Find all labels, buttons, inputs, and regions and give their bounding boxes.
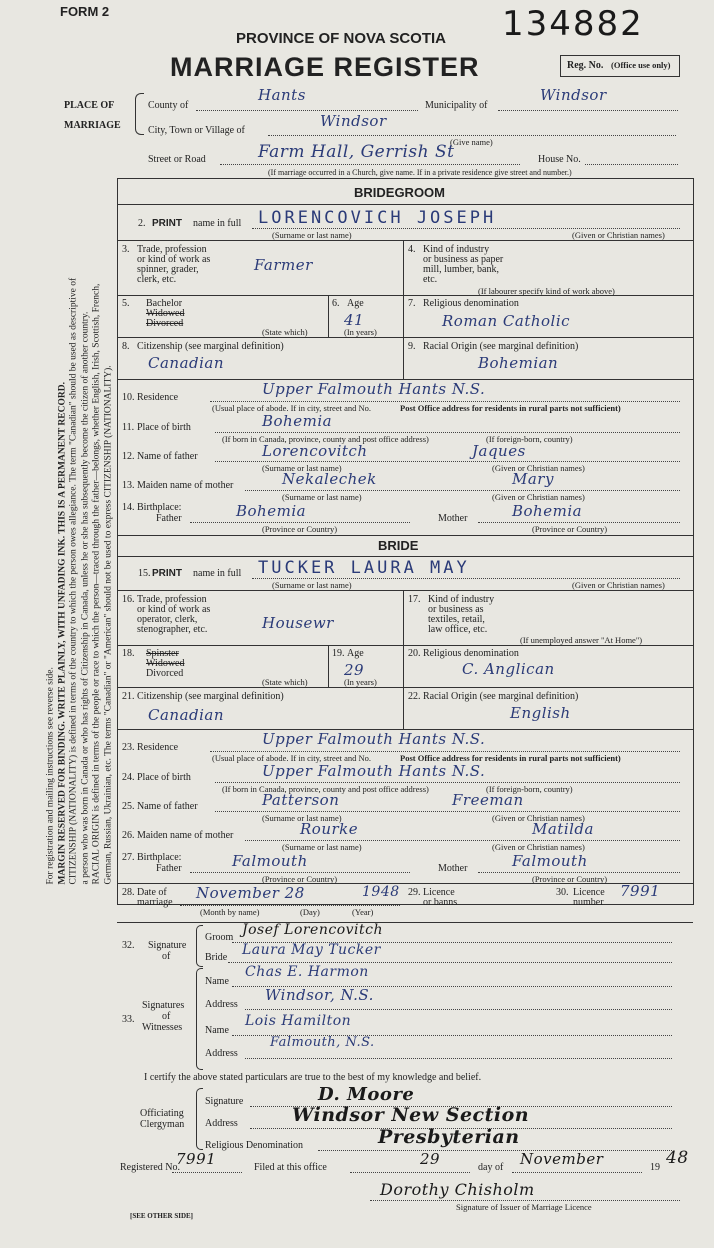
bride-age: 29: [344, 661, 365, 679]
f4-l2: or business as paper: [423, 254, 504, 265]
see-other-side: [SEE OTHER SIDE]: [130, 1212, 194, 1220]
county-label: County of: [148, 100, 189, 111]
f17-l2: or business as: [428, 604, 484, 615]
f13-num: 13.: [122, 480, 135, 491]
f17-num: 17.: [408, 594, 421, 605]
reg-no-box: [560, 55, 680, 77]
reg-no-label: Reg. No.: [567, 60, 604, 71]
filed-year: 48: [666, 1148, 689, 1168]
f11-sub2: (If foreign-born, country): [486, 434, 573, 444]
f4-l3: mill, lumber, bank,: [423, 264, 499, 275]
groom-signature: Josef Lorencovitch: [242, 922, 384, 938]
groom-mother-surname: Nekalechek: [282, 470, 377, 488]
bride-father-birthplace: Falmouth: [232, 852, 308, 870]
f25-sub1: (Surname or last name): [262, 813, 342, 823]
bride-birthplace: Upper Falmouth Hants N.S.: [262, 762, 486, 780]
f25-num: 25.: [122, 801, 135, 812]
municipality-value: Windsor: [540, 86, 607, 104]
clergy-label-1: Officiating: [140, 1108, 184, 1119]
f9-num: 9.: [408, 341, 416, 352]
f12-num: 12.: [122, 451, 135, 462]
f13-sub2: (Given or Christian names): [492, 492, 585, 502]
city-value: Windsor: [320, 112, 387, 130]
f28-num: 28.: [122, 887, 135, 898]
clergy-religion-label: Religious Denomination: [205, 1140, 304, 1151]
groom-father-surname: Lorencovitch: [262, 442, 368, 460]
f27-label: Birthplace:: [137, 852, 182, 863]
marriage-label: MARRIAGE: [64, 120, 121, 131]
bride-racial-origin: English: [510, 704, 571, 722]
f27-sub: (Province or Country): [262, 874, 338, 884]
f27-num: 27.: [122, 852, 135, 863]
witness1-address-label: Address: [205, 999, 238, 1010]
f17-note: (If unemployed answer "At Home"): [520, 635, 643, 645]
f24-label: Place of birth: [137, 772, 191, 783]
f27-father-label: Father: [156, 863, 182, 874]
f17-l3: textiles, retail,: [428, 614, 485, 625]
f12-sub2: (Given or Christian names): [492, 463, 585, 473]
f30-num: 30.: [556, 887, 569, 898]
clergy-sig-label: Signature: [205, 1096, 244, 1107]
f3-l1: Trade, profession: [137, 244, 207, 255]
province-title: PROVINCE OF NOVA SCOTIA: [236, 30, 447, 47]
f3-l3: spinner, grader,: [137, 264, 199, 275]
f23-label: Residence: [137, 742, 179, 753]
f29-l2: or banns: [423, 897, 458, 908]
margin-notes: [45, 277, 115, 885]
f30-l1: Licence: [573, 887, 605, 898]
street-label: Street or Road: [148, 154, 206, 165]
f21-label: Citizenship (see marginal definition): [137, 691, 284, 702]
bridegroom-heading: BRIDEGROOM: [354, 185, 445, 200]
margin-line-1: For registration and mailing instructions see reverse side.: [45, 667, 56, 885]
f10-num: 10.: [122, 392, 135, 403]
f28-sub3: (Year): [352, 907, 374, 917]
f17-l1: Kind of industry: [428, 594, 495, 605]
f4-l4: etc.: [423, 274, 438, 285]
groom-mother-given: Mary: [512, 470, 554, 488]
f28-l1: Date of: [137, 887, 167, 898]
f18-num: 18.: [122, 648, 135, 659]
f16-l3: operator, clerk,: [137, 614, 198, 625]
f5-sub: (State which): [262, 327, 308, 337]
f16-l4: stenographer, etc.: [137, 624, 208, 635]
witness1-name-label: Name: [205, 976, 229, 987]
witness1-address: Windsor, N.S.: [265, 986, 374, 1004]
bride-citizenship: Canadian: [148, 706, 225, 724]
bride-mother-birthplace: Falmouth: [512, 852, 588, 870]
f16-num: 16.: [122, 594, 135, 605]
witness2-name: Lois Hamilton: [245, 1013, 352, 1029]
issuer-label: Signature of Issuer of Marriage Licence: [456, 1202, 592, 1212]
clergy-religion: Presbyterian: [378, 1126, 520, 1148]
licence-number: 7991: [620, 882, 661, 900]
f26-num: 26.: [122, 830, 135, 841]
f15-sub2: (Given or Christian names): [572, 580, 665, 590]
f6-num: 6.: [332, 298, 340, 309]
f23-sub: (Usual place of abode. If in city, street and No.: [212, 753, 372, 763]
f32-l1: Signature: [148, 940, 187, 951]
bride-mother-given: Matilda: [532, 820, 594, 838]
place-note: (If marriage occurred in a Church, give name. If in a private residence give street and number.): [268, 168, 572, 177]
registered-label: Registered No.: [120, 1162, 180, 1173]
f28-sub1: (Month by name): [200, 907, 260, 917]
f14-label: Birthplace:: [137, 502, 182, 513]
registration-number: 134882: [502, 4, 644, 44]
f15-sub1: (Surname or last name): [272, 580, 352, 590]
f32-num: 32.: [122, 940, 135, 951]
f7-num: 7.: [408, 298, 416, 309]
f5-l1: Bachelor: [146, 298, 183, 309]
f24-sub: (If born in Canada, province, county and post office address): [222, 784, 429, 794]
f19-num: 19.: [332, 648, 345, 659]
groom-occupation: Farmer: [254, 256, 313, 274]
f4-l1: Kind of industry: [423, 244, 490, 255]
f33-num: 33.: [122, 1014, 135, 1025]
f11-label: Place of birth: [137, 422, 191, 433]
year-prefix: 19: [650, 1162, 660, 1173]
witness2-address-label: Address: [205, 1048, 238, 1059]
margin-line-6: German, Russian, Ukrainian, etc. The terms "Canadian" or "American" should not be used to express CITIZENSHIP (NATIONALITY).: [103, 365, 113, 885]
bride-name: TUCKER LAURA MAY: [258, 558, 470, 578]
f6-sub: (In years): [344, 327, 377, 337]
f12-label: Name of father: [137, 451, 198, 462]
f16-l1: Trade, profession: [137, 594, 207, 605]
f13-label: Maiden name of mother: [137, 480, 234, 491]
place-of-label: PLACE OF: [64, 100, 115, 111]
bride-father-given: Freeman: [452, 791, 524, 809]
f10-label: Residence: [137, 392, 179, 403]
groom-residence: Upper Falmouth Hants N.S.: [262, 380, 486, 398]
bride-mother-surname: Rourke: [300, 820, 359, 838]
f3-l4: clerk, etc.: [137, 274, 177, 285]
f22-label: Racial Origin (see marginal definition): [423, 691, 579, 702]
certification-statement: I certify the above stated particulars are true to the best of my knowledge and belief.: [144, 1072, 482, 1083]
f33-l2: of: [162, 1011, 171, 1022]
filed-day: 29: [420, 1150, 441, 1168]
f4-note: (If labourer specify kind of work above): [478, 286, 615, 296]
filed-month: November: [520, 1150, 604, 1168]
f2-sub2: (Given or Christian names): [572, 230, 665, 240]
margin-line-4: a person who was born in Canada or who has rights of Citizenship in Canada, unless he or she has subsequently become the citizen of another country.: [80, 311, 90, 885]
f13-sub1: (Surname or last name): [282, 492, 362, 502]
f3-num: 3.: [122, 244, 130, 255]
f17-l4: law office, etc.: [428, 624, 488, 635]
f4-num: 4.: [408, 244, 416, 255]
groom-age: 41: [344, 311, 365, 329]
f15-label2: name in full: [193, 568, 242, 579]
f5-l3: Divorced: [146, 318, 184, 329]
page-title: MARRIAGE REGISTER: [170, 52, 480, 82]
f23-sub2: Post Office address for residents in rural parts not sufficient): [400, 753, 621, 763]
f25-label: Name of father: [137, 801, 198, 812]
f27-sub2: (Province or Country): [532, 874, 608, 884]
f26-label: Maiden name of mother: [137, 830, 234, 841]
groom-sig-label: Groom: [205, 932, 234, 943]
f6-label: Age: [347, 298, 364, 309]
f16-l2: or kind of work as: [137, 604, 211, 615]
margin-line-3: CITIZENSHIP (NATIONALITY) is defined in terms of the country to which the person owes allegiance. The term "Canadian" should be used as descriptive of: [68, 277, 79, 885]
clergy-label-2: Clergyman: [140, 1119, 185, 1130]
bride-heading: BRIDE: [378, 538, 419, 553]
f18-l1: Spinster: [146, 648, 179, 659]
f14-father-label: Father: [156, 513, 182, 524]
f18-l2: Widowed: [146, 658, 185, 669]
filed-label: Filed at this office: [254, 1162, 327, 1173]
f2-label: PRINT: [152, 218, 182, 229]
municipality-label: Municipality of: [425, 100, 488, 111]
f33-l3: Witnesses: [142, 1022, 183, 1033]
margin-line-5: RACIAL ORIGIN is defined in terms of the people or race to which the person—traced through the father—belongs, whether English, Irish, Scottish, French,: [91, 283, 102, 885]
f18-l3: Divorced: [146, 668, 184, 679]
margin-line-2: MARGIN RESERVED FOR BINDING. WRITE PLAINLY, WITH UNFADING INK. THIS IS A PERMANENT RECORD.: [57, 382, 67, 885]
f2-sub1: (Surname or last name): [272, 230, 352, 240]
bride-religion: C. Anglican: [462, 660, 555, 678]
f29-num: 29.: [408, 887, 421, 898]
groom-citizenship: Canadian: [148, 354, 225, 372]
street-value: Farm Hall, Gerrish St: [258, 142, 455, 162]
f12-sub1: (Surname or last name): [262, 463, 342, 473]
f10-sub: (Usual place of abode. If in city, street and No.: [212, 403, 372, 413]
day-of-label: day of: [478, 1162, 504, 1173]
f27-mother-label: Mother: [438, 863, 468, 874]
witness1-name: Chas E. Harmon: [245, 964, 369, 980]
f24-sub2: (If foreign-born, country): [486, 784, 573, 794]
f30-l2: number: [573, 897, 604, 908]
f10-sub2: Post Office address for residents in rural parts not sufficient): [400, 403, 621, 413]
f29-l1: Licence: [423, 887, 455, 898]
f26-sub2: (Given or Christian names): [492, 842, 585, 852]
groom-birthplace: Bohemia: [262, 412, 333, 430]
f9-label: Racial Origin (see marginal definition): [423, 341, 579, 352]
f20-num: 20.: [408, 648, 421, 659]
f21-num: 21.: [122, 691, 135, 702]
bride-father-surname: Patterson: [262, 791, 340, 809]
f8-num: 8.: [122, 341, 130, 352]
groom-mother-birthplace: Bohemia: [512, 502, 583, 520]
marriage-year: 1948: [362, 884, 400, 900]
f18-sub: (State which): [262, 677, 308, 687]
registered-number: 7991: [176, 1150, 217, 1168]
groom-name: LORENCOVICH JOSEPH: [258, 208, 497, 228]
marriage-date: November 28: [196, 884, 305, 902]
f22-num: 22.: [408, 691, 421, 702]
f7-label: Religious denomination: [423, 298, 519, 309]
place-brace: [135, 93, 144, 135]
f5-l2: Widowed: [146, 308, 185, 319]
f2-label2: name in full: [193, 218, 242, 229]
f28-sub2: (Day): [300, 907, 320, 917]
f5-num: 5.: [122, 298, 130, 309]
f32-l2: of: [162, 951, 171, 962]
give-name-note: (Give name): [450, 137, 493, 147]
f3-l2: or kind of work as: [137, 254, 211, 265]
clergy-address-label: Address: [205, 1118, 238, 1129]
witness2-name-label: Name: [205, 1025, 229, 1036]
f14-sub2: (Province or Country): [532, 524, 608, 534]
f8-label: Citizenship (see marginal definition): [137, 341, 284, 352]
bride-signature: Laura May Tucker: [242, 942, 381, 958]
city-label: City, Town or Village of: [148, 125, 245, 136]
clergy-signature: D. Moore: [318, 1084, 415, 1105]
f26-sub1: (Surname or last name): [282, 842, 362, 852]
groom-father-birthplace: Bohemia: [236, 502, 307, 520]
f25-sub2: (Given or Christian names): [492, 813, 585, 823]
witness2-address: Falmouth, N.S.: [270, 1035, 375, 1050]
f24-num: 24.: [122, 772, 135, 783]
bride-occupation: Housewr: [262, 614, 334, 632]
f23-num: 23.: [122, 742, 135, 753]
groom-religion: Roman Catholic: [442, 312, 571, 330]
form-number: FORM 2: [60, 4, 110, 19]
f14-mother-label: Mother: [438, 513, 468, 524]
f19-label: Age: [347, 648, 364, 659]
f15-num: 15.: [138, 568, 151, 579]
f20-label: Religious denomination: [423, 648, 519, 659]
groom-racial-origin: Bohemian: [478, 354, 559, 372]
house-label: House No.: [538, 154, 581, 165]
county-value: Hants: [258, 86, 306, 104]
clergy-address: Windsor New Section: [292, 1104, 530, 1126]
bride-sig-label: Bride: [205, 952, 228, 963]
f28-l2: marriage: [137, 897, 173, 908]
groom-father-given: Jaques: [472, 442, 526, 460]
issuer-signature: Dorothy Chisholm: [380, 1180, 535, 1199]
f33-l1: Signatures: [142, 1000, 185, 1011]
f11-sub: (If born in Canada, province, county and post office address): [222, 434, 429, 444]
f15-label: PRINT: [152, 568, 182, 579]
f14-num: 14.: [122, 502, 135, 513]
f11-num: 11.: [122, 422, 135, 433]
f19-sub: (In years): [344, 677, 377, 687]
bride-residence: Upper Falmouth Hants N.S.: [262, 730, 486, 748]
f2-num: 2.: [138, 218, 146, 229]
reg-no-note: (Office use only): [611, 60, 671, 70]
f14-sub: (Province or Country): [262, 524, 338, 534]
